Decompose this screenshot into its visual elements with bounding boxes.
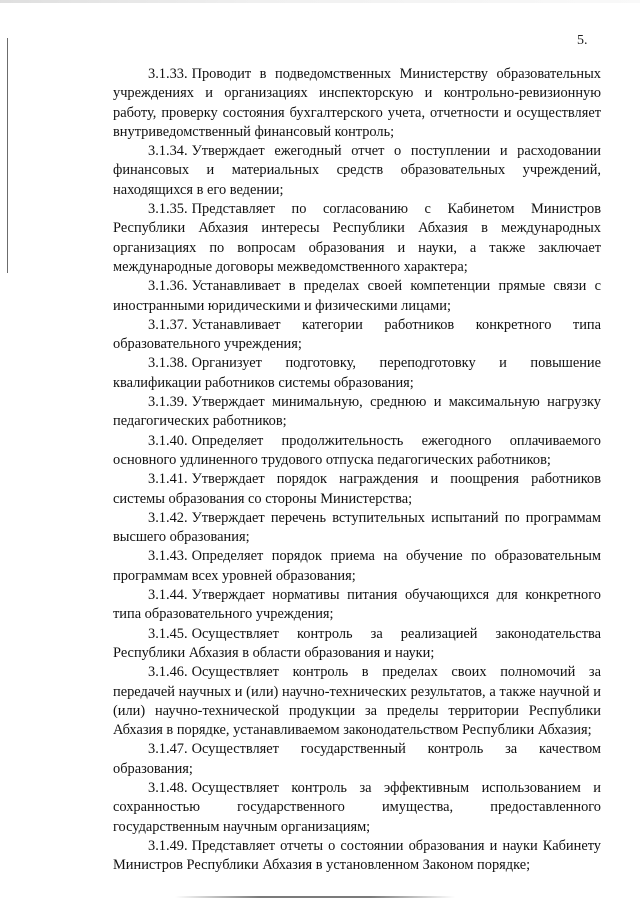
clause-text: Представляет по согласованию с Кабинетом Министров Республики Абхазия интересы Республики Абхазия в международных организациях по вопросам образования и науки, а также заключает международные договоры межведомственного характера;	[113, 201, 601, 275]
clause-text: Утверждает минимальную, среднюю и максимальную нагрузку педагогических работников;	[113, 394, 601, 430]
clause-text: Осуществляет контроль за реализацией законодательства Республики Абхазия в области образования и науки;	[113, 625, 601, 661]
clause-number: 3.1.35.	[148, 201, 188, 218]
clause-number: 3.1.42.	[148, 509, 188, 526]
clause-3-1-39	[113, 393, 601, 432]
clause-number: 3.1.43.	[148, 548, 188, 565]
clause-3-1-45	[113, 625, 601, 664]
scan-edge-bottom	[175, 896, 455, 898]
clause-3-1-49	[113, 837, 601, 876]
clause-3-1-37	[113, 316, 601, 355]
clause-3-1-44	[113, 586, 601, 625]
clause-3-1-35	[113, 200, 601, 277]
clause-3-1-42	[113, 509, 601, 548]
clause-3-1-46	[113, 663, 601, 740]
clause-text: Устанавливает категории работников конкретного типа образовательного учреждения;	[113, 316, 601, 353]
clause-number: 3.1.36.	[148, 278, 188, 295]
clause-text: Утверждает перечень вступительных испытаний по программам высшего образования;	[113, 509, 601, 546]
clause-number: 3.1.49.	[148, 837, 188, 854]
clause-3-1-43	[113, 547, 601, 586]
clause-text: Осуществляет государственный контроль за качеством образования;	[113, 741, 601, 777]
clause-3-1-36	[113, 277, 601, 316]
clause-3-1-40	[113, 432, 601, 471]
clause-number: 3.1.39.	[148, 394, 188, 411]
clause-number: 3.1.44.	[148, 587, 188, 604]
clause-3-1-38	[113, 354, 601, 393]
clause-number: 3.1.47.	[148, 741, 188, 758]
clause-number: 3.1.46.	[148, 664, 188, 681]
clause-text: Определяет продолжительность ежегодного оплачиваемого основного удлиненного трудового отпуска педагогических работников;	[113, 432, 601, 468]
clause-number: 3.1.45.	[148, 625, 188, 642]
clause-text: Утверждает нормативы питания обучающихся для конкретного типа образовательного учреждения;	[113, 587, 601, 623]
clause-3-1-34	[113, 142, 601, 200]
clause-number: 3.1.34.	[148, 143, 188, 160]
clause-3-1-33	[113, 65, 601, 142]
clause-text: Осуществляет контроль за эффективным использованием и сохранностью государственного имущества, предоставленного государственным научным организациям;	[113, 779, 601, 835]
clause-text: Организует подготовку, переподготовку и повышение квалификации работников системы образования;	[113, 355, 601, 391]
clause-number: 3.1.37.	[148, 316, 188, 333]
clause-number: 3.1.48.	[148, 779, 188, 796]
clause-text: Проводит в подведомственных Министерству образовательных учреждениях и организациях инспекторскую и контрольно-ревизионную работу, проверку состояния бухгалтерского учета, отчетности и осуществляет внутриведомственный финансовый контроль;	[113, 66, 601, 140]
clause-number: 3.1.38.	[148, 355, 188, 372]
clause-text: Осуществляет контроль в пределах своих полномочий за передачей научных и (или) научно-технических результатов, а также научной и (или) научно-технической продукции за пределы территории Республики Абхазия в порядке, устанавливаемом законодательством Республики Абхазия;	[113, 664, 601, 739]
clause-text: Утверждает ежегодный отчет о поступлении и расходовании финансовых и материальных средств образовательных учреждений, находящихся в его ведении;	[113, 143, 601, 198]
clause-3-1-47	[113, 740, 601, 779]
clause-list	[113, 65, 601, 875]
clause-number: 3.1.40.	[148, 432, 188, 449]
clause-text: Определяет порядок приема на обучение по образовательным программам всех уровней образования;	[113, 548, 601, 584]
clause-3-1-41	[113, 470, 601, 509]
scan-edge-left	[7, 38, 8, 273]
clause-number: 3.1.33.	[148, 66, 188, 82]
page-number: 5.	[577, 33, 588, 48]
clause-3-1-48	[113, 779, 601, 837]
clause-text: Устанавливает в пределах своей компетенции прямые связи с иностранными юридическими и физическими лицами;	[113, 278, 601, 314]
scan-edge-top	[0, 0, 640, 3]
clause-text: Утверждает порядок награждения и поощрения работников системы образования со стороны Министерства;	[113, 471, 601, 507]
clause-number: 3.1.41.	[148, 471, 188, 488]
clause-text: Представляет отчеты о состоянии образования и науки Кабинету Министров Республики Абхазия в установленном Законом порядке;	[113, 837, 601, 874]
